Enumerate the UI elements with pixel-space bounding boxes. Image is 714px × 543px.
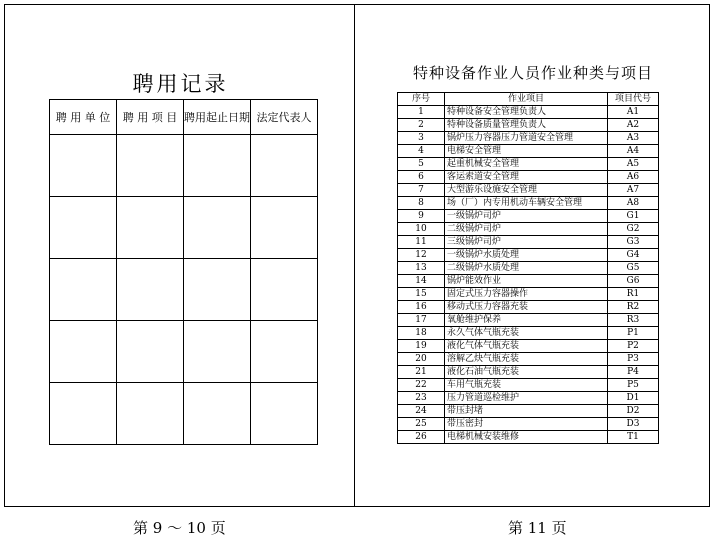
table-row — [398, 184, 659, 197]
table-row — [398, 132, 659, 145]
serial-number-cell: 10 — [398, 223, 445, 236]
item-code-cell: P1 — [608, 327, 659, 340]
table-row — [398, 145, 659, 158]
item-code-cell: A3 — [608, 132, 659, 145]
serial-number-cell: 4 — [398, 145, 445, 158]
table-row — [398, 119, 659, 132]
table-row — [50, 135, 318, 197]
table-cell — [251, 383, 318, 445]
table-header-row — [398, 93, 659, 106]
table-cell — [50, 321, 117, 383]
table-row — [50, 259, 318, 321]
table-row — [50, 383, 318, 445]
work-item-cell: 客运索道安全管理 — [445, 171, 608, 184]
work-item-cell: 锅炉压力容器压力管道安全管理 — [445, 132, 608, 145]
serial-number-cell: 5 — [398, 158, 445, 171]
work-items-table — [397, 92, 659, 444]
serial-number-cell: 16 — [398, 301, 445, 314]
work-item-cell: 带压密封 — [445, 418, 608, 431]
table-cell — [251, 135, 318, 197]
serial-number-cell: 3 — [398, 132, 445, 145]
item-code-cell: D1 — [608, 392, 659, 405]
item-code-cell: R3 — [608, 314, 659, 327]
header-serial-number: 序号 — [398, 93, 445, 106]
table-cell — [184, 197, 251, 259]
table-row — [398, 249, 659, 262]
work-item-cell: 氧舱维护保养 — [445, 314, 608, 327]
table-row — [398, 301, 659, 314]
table-cell — [50, 383, 117, 445]
item-code-cell: A4 — [608, 145, 659, 158]
table-cell — [117, 321, 184, 383]
table-cell — [184, 135, 251, 197]
table-row — [398, 392, 659, 405]
table-row — [398, 366, 659, 379]
table-cell — [117, 135, 184, 197]
table-cell — [50, 135, 117, 197]
work-item-cell: 一级锅炉水质处理 — [445, 249, 608, 262]
work-item-cell: 永久气体气瓶充装 — [445, 327, 608, 340]
employment-record-title: 聘用记录 — [132, 72, 229, 96]
work-item-cell: 带压封堵 — [445, 405, 608, 418]
work-item-cell: 液化气体气瓶充装 — [445, 340, 608, 353]
serial-number-cell: 8 — [398, 197, 445, 210]
serial-number-cell: 12 — [398, 249, 445, 262]
serial-number-cell: 19 — [398, 340, 445, 353]
serial-number-cell: 6 — [398, 171, 445, 184]
table-cell — [50, 197, 117, 259]
header-employment-period: 聘用起止日期 — [184, 100, 251, 135]
serial-number-cell: 15 — [398, 288, 445, 301]
table-row — [50, 197, 318, 259]
item-code-cell: G3 — [608, 236, 659, 249]
table-row — [398, 431, 659, 444]
serial-number-cell: 14 — [398, 275, 445, 288]
item-code-cell: A1 — [608, 106, 659, 119]
table-cell — [184, 259, 251, 321]
work-item-cell: 移动式压力容器充装 — [445, 301, 608, 314]
table-header-row — [50, 100, 318, 135]
item-code-cell: A5 — [608, 158, 659, 171]
table-cell — [117, 259, 184, 321]
table-row — [398, 197, 659, 210]
serial-number-cell: 26 — [398, 431, 445, 444]
table-cell — [184, 321, 251, 383]
serial-number-cell: 7 — [398, 184, 445, 197]
serial-number-cell: 23 — [398, 392, 445, 405]
work-item-cell: 固定式压力容器操作 — [445, 288, 608, 301]
serial-number-cell: 18 — [398, 327, 445, 340]
work-item-cell: 电梯机械安装维修 — [445, 431, 608, 444]
work-item-cell: 一级锅炉司炉 — [445, 210, 608, 223]
table-cell — [117, 197, 184, 259]
left-page — [4, 4, 355, 507]
serial-number-cell: 1 — [398, 106, 445, 119]
work-item-cell: 二级锅炉司炉 — [445, 223, 608, 236]
item-code-cell: A6 — [608, 171, 659, 184]
table-row — [50, 321, 318, 383]
item-code-cell: G5 — [608, 262, 659, 275]
item-code-cell: D2 — [608, 405, 659, 418]
work-item-cell: 压力管道巡检维护 — [445, 392, 608, 405]
table-row — [398, 223, 659, 236]
table-row — [398, 353, 659, 366]
work-categories-title: 特种设备作业人员作业种类与项目 — [412, 64, 653, 82]
item-code-cell: P3 — [608, 353, 659, 366]
item-code-cell: G1 — [608, 210, 659, 223]
serial-number-cell: 9 — [398, 210, 445, 223]
work-item-cell: 大型游乐设施安全管理 — [445, 184, 608, 197]
table-row — [398, 262, 659, 275]
item-code-cell: G6 — [608, 275, 659, 288]
serial-number-cell: 21 — [398, 366, 445, 379]
table-cell — [117, 383, 184, 445]
work-item-cell: 车用气瓶充装 — [445, 379, 608, 392]
item-code-cell: G4 — [608, 249, 659, 262]
serial-number-cell: 17 — [398, 314, 445, 327]
serial-number-cell: 25 — [398, 418, 445, 431]
table-row — [398, 418, 659, 431]
work-item-cell: 起重机械安全管理 — [445, 158, 608, 171]
item-code-cell: P2 — [608, 340, 659, 353]
table-row — [398, 106, 659, 119]
table-cell — [251, 197, 318, 259]
work-item-cell: 三级锅炉司炉 — [445, 236, 608, 249]
table-row — [398, 171, 659, 184]
work-item-cell: 特种设备质量管理负责人 — [445, 119, 608, 132]
work-item-cell: 特种设备安全管理负责人 — [445, 106, 608, 119]
right-page — [354, 4, 710, 507]
work-item-cell: 电梯安全管理 — [445, 145, 608, 158]
table-row — [398, 314, 659, 327]
table-cell — [50, 259, 117, 321]
item-code-cell: A2 — [608, 119, 659, 132]
table-cell — [251, 259, 318, 321]
serial-number-cell: 20 — [398, 353, 445, 366]
serial-number-cell: 2 — [398, 119, 445, 132]
item-code-cell: A8 — [608, 197, 659, 210]
table-row — [398, 379, 659, 392]
work-item-cell: 溶解乙炔气瓶充装 — [445, 353, 608, 366]
header-item-code: 项目代号 — [608, 93, 659, 106]
item-code-cell: R2 — [608, 301, 659, 314]
table-row — [398, 275, 659, 288]
page-caption-right: 第 11 页 — [508, 519, 567, 537]
table-cell — [184, 383, 251, 445]
table-row — [398, 236, 659, 249]
header-legal-representative: 法定代表人 — [251, 100, 318, 135]
item-code-cell: A7 — [608, 184, 659, 197]
item-code-cell: T1 — [608, 431, 659, 444]
serial-number-cell: 22 — [398, 379, 445, 392]
table-row — [398, 288, 659, 301]
work-item-cell: 液化石油气瓶充装 — [445, 366, 608, 379]
item-code-cell: D3 — [608, 418, 659, 431]
page-caption-left: 第 9 ～ 10 页 — [133, 519, 226, 537]
work-item-cell: 二级锅炉水质处理 — [445, 262, 608, 275]
serial-number-cell: 13 — [398, 262, 445, 275]
employment-record-table — [49, 99, 318, 445]
header-employment-item: 聘 用 项 目 — [117, 100, 184, 135]
table-row — [398, 340, 659, 353]
table-row — [398, 327, 659, 340]
table-row — [398, 405, 659, 418]
header-employer: 聘 用 单 位 — [50, 100, 117, 135]
header-work-item: 作业项目 — [445, 93, 608, 106]
table-row — [398, 210, 659, 223]
item-code-cell: G2 — [608, 223, 659, 236]
table-row — [398, 158, 659, 171]
work-item-cell: 锅炉能效作业 — [445, 275, 608, 288]
serial-number-cell: 24 — [398, 405, 445, 418]
item-code-cell: P5 — [608, 379, 659, 392]
serial-number-cell: 11 — [398, 236, 445, 249]
item-code-cell: R1 — [608, 288, 659, 301]
table-cell — [251, 321, 318, 383]
work-item-cell: 场（厂）内专用机动车辆安全管理 — [445, 197, 608, 210]
item-code-cell: P4 — [608, 366, 659, 379]
